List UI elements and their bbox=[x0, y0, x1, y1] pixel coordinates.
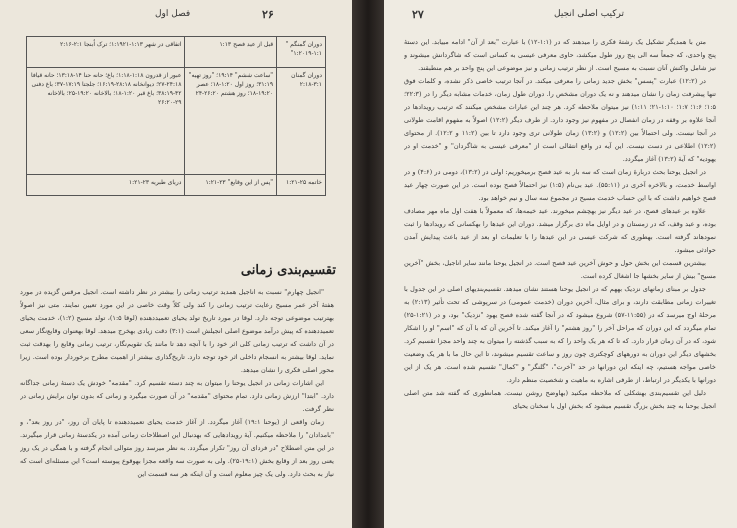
table-cell: دوران گمنان ۳:۱-۲:۱۸ bbox=[277, 68, 326, 175]
section-heading: تقسیم‌بندی زمانی bbox=[240, 263, 336, 278]
table-cell: قبل از عید فصح ۱:۱۳ bbox=[185, 37, 277, 68]
left-page bbox=[0, 0, 352, 528]
paragraph: در (۱۲:۲) عبارت "پسس" بخش جدید زمانی را معرفی میکند. در آنجا ترتیب خاصی ذکر نشده، و کلمات فوق تنها پیشرفت زمان را نشان میدهند و نه یک دوران مشخص را. دوران طول زمان، خدمات مشابه دیگر را در (۲۲:۳؛ ۱:۵؛ ۱:۶؛ ۱:۷؛ ۱:۱۰-۲۱؛ ۱:۱۱) نیز میتوان ملاحظه کرد. هر چند این عبارات مشخص میکنند که ترتیب رویدادها در آنجا علاوه بر وقفه در زمان انفصال در مفهوم نیز وجود دارد. از طرف دیگر (۱۲:۲) اصولاً به مفهوم اقامت طولانی در آنجا نیست. ولی احتمالاً بین (۱۲:۲) و (۱۳:۲) زمان طولانی تری وجود دارد تا بین (۱۱:۲ و ۱۲:۲). از محتوای (۱۲:۲) اطلاعی در دست نیست. این آیه در واقع انتقالی است از "معرفی عیسی به شاگردان" و "خدمت او در یهودیه" که آیهٔ (۱۳:۲) آغاز میگردد. bbox=[404, 77, 716, 163]
paragraph: جدول بر مبنای زمانهای نزدیک بههم که در انجیل یوحنا هستند نشان میدهد. تقسیم‌بندیهای اصلی در این جدول با تغییرات زمانی مطابقت دارند، و برای مثال، آخرین دوران (خدمت عمومی) در سرپوشی که تحت تأثیر (۲:۱۳) به مرحلهٔ اوج میرسد که در (۱۱:۵۵-۵۷) شروع میشود که در آنجا گفته شده فصح یهود "نزدیک" بود، و در (۱:۲۱-۲۵) تمام میگردد که این دوران که مراحل آخر را "روز هشتم" را آغاز میکند. تا آخرین آن که با آن که "اسم" او را اشکار شود، که در آن زمان قرار دارد. که تا که هر یک واحد را که به سبب گذشته را میتوان به چند واحد مجزا تقسیم کرد. بخشهای دیگر این دوران به دورههای کوچکتری چون روز و ساعت تقسیم میشوند، تا این حال ما با هر یک وضعیت خاصی مواجه هستیم، چه اینکه این دورانها در حد "آخرت"، "گلنگر" و "کمال" تقسیم شده است. هر یک از این دورانها با یکدیگر در ارتباط، از طرفی اشاره به ماهیت و شخصیت منظم دارد. bbox=[404, 285, 716, 384]
book-gutter bbox=[352, 0, 384, 528]
right-running-title: ترکیب اصلی انجیل bbox=[554, 9, 625, 19]
table-row bbox=[27, 175, 326, 196]
chronology-table bbox=[26, 36, 326, 196]
table-cell: "پس از این وقایع" ۲۳-۱:۲۱ bbox=[185, 175, 277, 196]
left-running-title: فصل اول bbox=[155, 9, 191, 19]
table-cell: اتفاقی در شهر ۱:۱۳-۱:۱۹۲۱؛ ترک اُبنجا ۲:۱-۲:۱۶ bbox=[27, 37, 185, 68]
table-cell: خاتمه ۲۵-۱:۲۱ bbox=[277, 175, 326, 196]
right-body-text bbox=[404, 36, 716, 524]
left-body-text bbox=[20, 286, 334, 524]
paragraph: این اشارات زمانی در انجیل یوحنا را میتوان به چند دسته تقسیم کرد. "مقدمه" خودش یک دستهٔ زمانی جداگانه دارد. "ابتدا" ارزش زمانی دارد. تمام محتوای "مقدمه" در آن صورت میگیرد و زمانی که بدون توان برایش زمانی در نظر گرفت. bbox=[20, 379, 334, 413]
table-row bbox=[27, 68, 326, 175]
left-page-number: ۲۶ bbox=[262, 8, 274, 21]
table-cell: عبور از قدرون ۱:۱۸-۱:۱۸؛ باغ؛ حانه حنا ۱۴-۱۳:۱۸؛ حانه قیافا ۲۴:۱۸-۲۷؛ دیوانخانه ۲۸:۱۸-۱۶:۱۹؛ جلجتا ۱۷:۱۹-۳۷؛ باغ دفنی ۴۲-۳۸:۱۹؛ باغ قبر ۱:۲۰-۱۸؛ بالاخانه ۱۹:۲۰-۲۵؛ بالاخانه ۲۹-۲۶:۲۰ bbox=[27, 68, 185, 175]
paragraph: متن با همدیگر تشکیل یک رشتهٔ فکری را میدهند که در (۱:۱-۱۲) با عبارت "بعد از آن" ادامه مییابد. این دستهٔ پنج واحدی، که جمعاً سه الی پنج روز طول میکشد، حاوی معرفی عیسی به کسانی است که شاگردانش میشوند و نیز شامل واکنش آنان نسبت به مسیح است. از نظر ترتیب زمانی و نیز موضوعی این پنج واحد بر هم منطبقند. bbox=[404, 38, 716, 72]
left-page-header bbox=[0, 8, 352, 22]
paragraph: زمان واقعی از (یوحنا ۱۹:۱) آغاز میگردد. از آغاز خدمت یحیای تعمیددهنده تا پایان آن روز، "در روز بعد"، و "بامدادان" را ملاحظه میکنیم. آیهٔ رویدادهایی که بهدنبال این اصطلاحات زمانی آمده در یکدستهٔ زمانی قرار میگیرند. در این متن اصطلاح "در فردای آن روز" تکرار میگردد. به نظر میرسد روز متوالی انجام گرفته و با همگی در یک روز یعنی روز بعد از وقایع بخش (۱۹:۱-۲۵). ولی به صورت سه واقعه مجزا بهوقوع پیوسته است؟ این مسئله‌ای است که نیاز به بحث دارد. ولی یک چیز معلوم است و آن اینکه هر سه قسمت این bbox=[20, 418, 334, 478]
paragraph: دلیل این تقسیم‌بندی بهشکلی که ملاحظه میکنید (بهاوضح روشن نیست. همانطوری که گفته شد متن اصلی انجیل یوحنا به چند بخش بزرگ تقسیم میشود که بخش اول با سخنان یحیای bbox=[404, 389, 716, 410]
right-page bbox=[384, 0, 737, 528]
paragraph: بیشترین قسمت این بخش حول و حوش آخرین عید فصح است. در انجیل یوحنا مانند سایر اناجیل، بخش "آخرین مسیح" بیش از سایر بخشها جا اشغال کرده است. bbox=[404, 259, 716, 280]
right-page-header bbox=[384, 8, 737, 22]
table-cell: دریای طبریه ۲۳-۱:۲۱ bbox=[27, 175, 185, 196]
right-page-number: ۲۷ bbox=[412, 8, 424, 21]
table-cell: "ساعت ششم" ۱۹:۱۴؛ "روز تهیه" ۳۱:۱۹؛ روز اول ۱:۲۰-۱۸؛ عصر ۱۹:۲۰-۱۸؛ روز هشتم ۲۶:۲۰-۲۴ bbox=[185, 68, 277, 175]
table-row bbox=[27, 37, 326, 68]
paragraph: علاوه بر عیدهای فصح، در عید دیگر نیز بهچشم میخورند. عید خیمه‌ها، که معمولاً با هفت اول ماه مهر مصادف بوده، و عید وقف، که در زمستان و در اوایل ماه دی برگزار میشد. دوران این عیدها را بهکسانی که رویدادها را ثبت نمودهاند گرفته است. بهطوری که شرکت عیسی در این عیدها را با تعلیمات او بعد از عید باعث پیدایش آمدن حوادثی میشود. bbox=[404, 207, 716, 254]
paragraph: "انجیل چهارم" نسبت به اناجیل همدید ترتیب زمانی را بیشتر در نظر داشته است. انجیل مرقس گزیده در مورد هفتهٔ آخر عمر مسیح رعایت ترتیب زمانی را کند ولی کلاً وقت خاصی در این مورد تعیین نمایند. متی نیز اصولاً بهترتیب موضوعی توجه دارد. لوقا در مورد تاریخ تولد یحیای تعمیددهنده (لوقا ۱:۵)، تولد مسیح (۱:۲)، خدمت یحیای تعمیددهنده که پیش درآمد موضوع اصلی انجیلش است (۳:۱) دقت زیادی بهخرج میدهد. لوقا بهعنوان وقایع‌نگار سعی در آن داشت که ترتیب زمانی کلی اثر خود را با آنچه دهد تا مانند یک تقویم‌نگار، ترتیب زمانی وقایع را بهدقت ثبت نماید. لوقا بیشتر به انسجام داخلی اثر خود توجه دارد. تاریخ‌گذاری بیشتر از اهمیت مطرح برخوردار بوده است. زیرا محور اصلی فکری را نشان میدهد. bbox=[20, 288, 334, 374]
table-cell: دوران گمنگم " ۱:۱-۱:۲۰۱۹" bbox=[277, 37, 326, 68]
paragraph: در انجیل یوحنا بحث دربارهٔ زمان است که سه بار به عید فصح برمیخوریم: اولی در (۱۳:۲)، دومی در (۴:۶) و در اواسط خدمت، و بالاخره آخری در (۵۵:۱۱). عید بی‌نام (۱:۵) نیز احتمالاً فصح بوده است. در این صورت چهار عید فصح خواهیم داشت که با این حساب خدمت مسیح در مجموع سه سال و نیم خواهد بود. bbox=[404, 168, 716, 202]
